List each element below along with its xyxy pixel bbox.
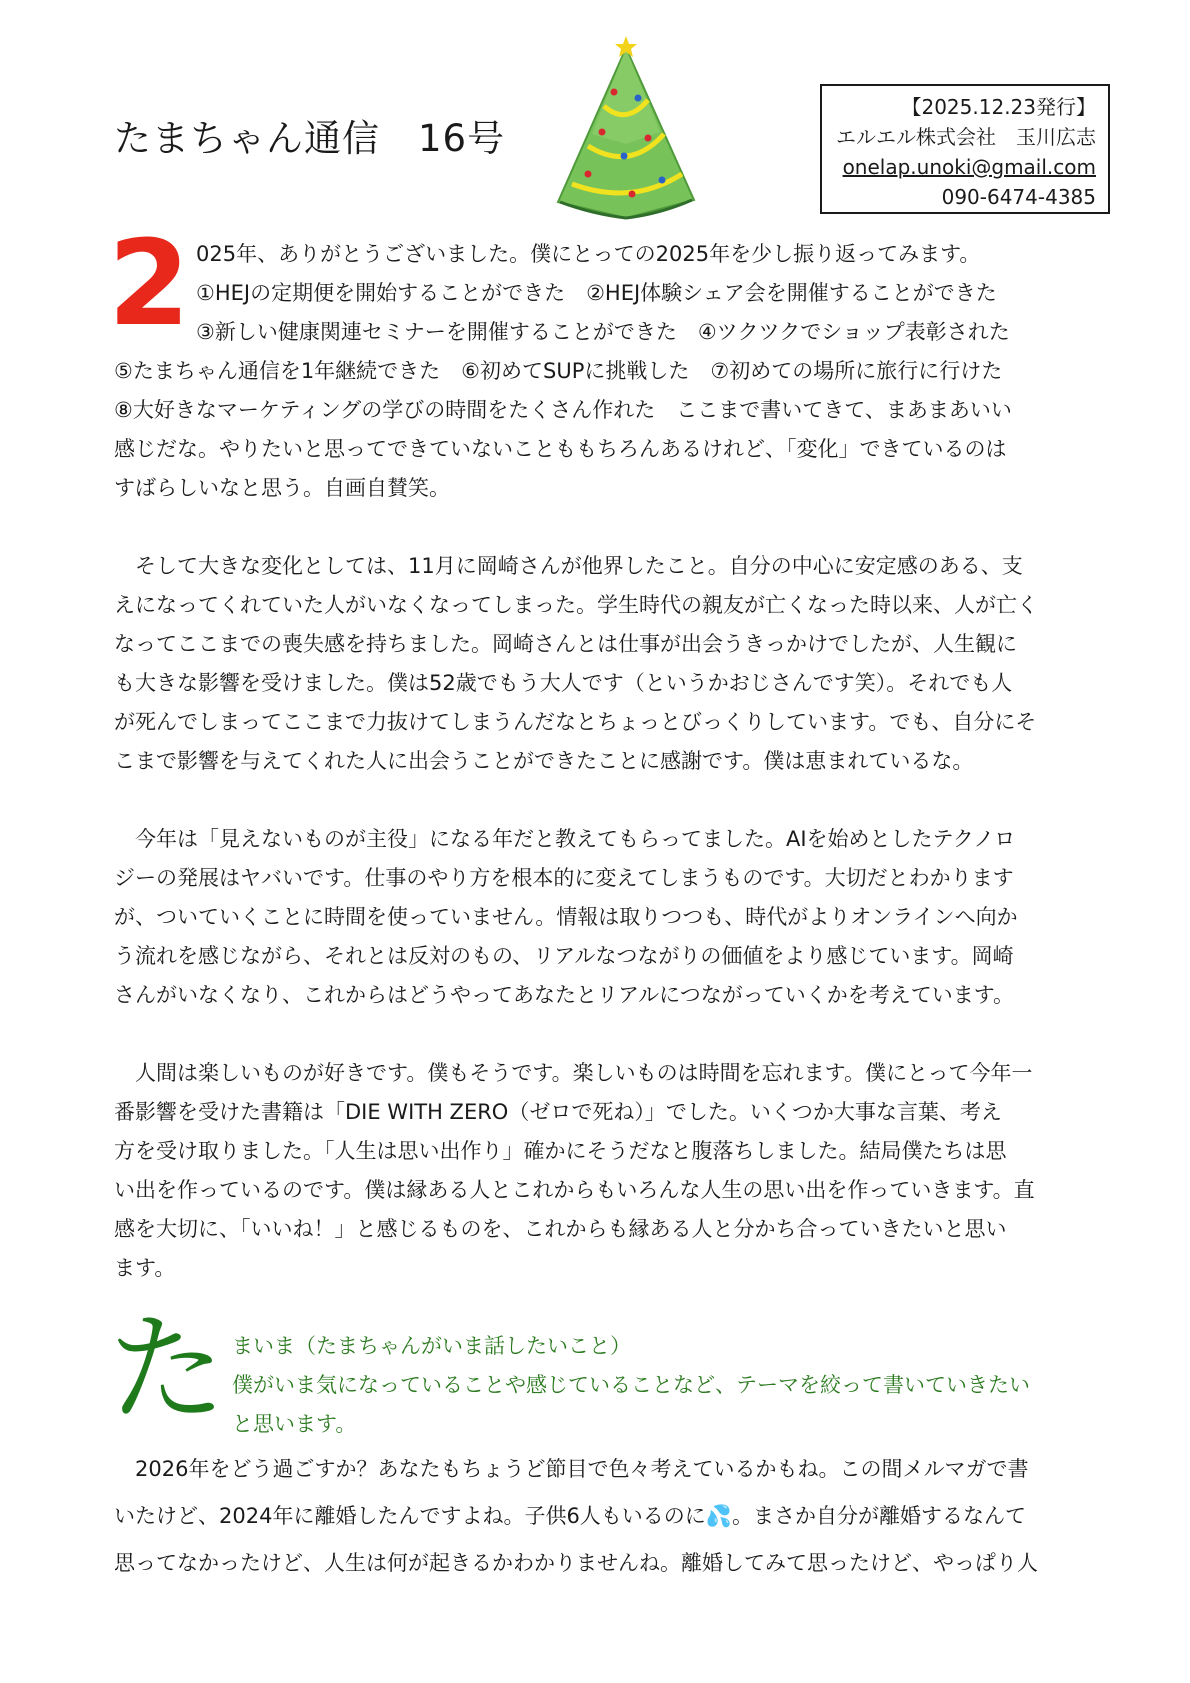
paragraph-line: い出を作っているのです。僕は縁ある人とこれからもいろんな人生の思い出を作っていきます。直 (114, 1178, 1035, 1202)
section-intro-line: 僕がいま気になっていることや感じていることなど、テーマを絞って書いていきたい (232, 1373, 1030, 1397)
issuer-info-box (820, 84, 1110, 214)
paragraph-line: ③新しい健康関連セミナーを開催することができた ④ツクツクでショップ表彰された (196, 320, 1010, 344)
paragraph-line: ⑧大好きなマーケティングの学びの時間をたくさん作れた ここまで書いてきて、まあまあいい (114, 398, 1012, 422)
dropcap-ta: た (108, 1300, 227, 1438)
paragraph-line: 方を受け取りました。「人生は思い出作り」確かにそうだなと腹落ちしました。結局僕たちは思 (114, 1139, 1007, 1163)
dropcap-2: 2 (108, 214, 191, 352)
page-title: たまちゃん通信 16号 (114, 117, 506, 160)
paragraph-line: なってここまでの喪失感を持ちました。岡崎さんとは仕事が出会うきっかけでしたが、人生観に (114, 632, 1017, 656)
paragraph-line: も大きな影響を受けました。僕は52歳でもう大人です（というかおじさんです笑）。それでも人 (114, 671, 1013, 695)
christmas-tree-icon (552, 34, 700, 222)
paragraph-line: ジーの発展はヤバいです。仕事のやり方を根本的に変えてしまうものです。大切だとわかります (114, 866, 1014, 890)
paragraph-line: 感じだな。やりたいと思ってできていないことももちろんあるけれど、「変化」できているのは (114, 437, 1007, 461)
paragraph-line: さんがいなくなり、これからはどうやってあなたとリアルにつながっていくかを考えています。 (114, 983, 1015, 1007)
paragraph-line: ⑤たまちゃん通信を1年継続できた ⑥初めてSUPに挑戦した ⑦初めての場所に旅行に行けた (114, 359, 1003, 383)
paragraph-line: すばらしいなと思う。自画自賛笑。 (114, 476, 450, 500)
paragraph-line: そして大きな変化としては、11月に岡崎さんが他界したこと。自分の中心に安定感のある、支 (114, 554, 1023, 578)
paragraph-line: こまで影響を与えてくれた人に出会うことができたことに感謝です。僕は恵まれているな。 (114, 749, 974, 773)
paragraph-line: う流れを感じながら、それとは反対のもの、リアルなつながりの価値をより感じています。岡崎 (114, 944, 1014, 968)
section-intro-line: と思います。 (232, 1412, 357, 1436)
section-heading: まいま（たまちゃんがいま話したいこと） (232, 1334, 631, 1358)
paragraph-line: 感を大切に、「いいね！」と感じるものを、これからも縁ある人と分かち合っていきたいと思い (114, 1217, 1007, 1241)
paragraph-line: えになってくれていた人がいなくなってしまった。学生時代の親友が亡くなった時以来、人が亡く (114, 593, 1038, 617)
paragraph-line: が死んでしまってここまで力抜けてしまうんだなとちょっとびっくりしています。でも、自分にそ (114, 710, 1037, 734)
paragraph-line: 025年、ありがとうございました。僕にとっての2025年を少し振り返ってみます。 (196, 242, 981, 266)
paragraph-line: 番影響を受けた書籍は「DIE WITH ZERO（ゼロで死ね）」でした。いくつか大事な言葉、考え (114, 1100, 1002, 1124)
paragraph-line: いたけど、2024年に離婚したんですよね。子供6人もいるのに💦。まさか自分が離婚するなんて (114, 1504, 1026, 1528)
paragraph-line: 思ってなかったけど、人生は何が起きるかわかりませんね。離婚してみて思ったけど、やっぱり人 (114, 1551, 1038, 1575)
company-name: エルエル株式会社 玉川広志 (836, 125, 1096, 149)
email-link[interactable]: onelap.unoki@gmail.com (842, 155, 1096, 179)
paragraph-line: が、ついていくことに時間を使っていません。情報は取りつつも、時代がよりオンラインへ向か (114, 905, 1018, 929)
paragraph-line: 人間は楽しいものが好きです。僕もそうです。楽しいものは時間を忘れます。僕にとって今年一 (114, 1061, 1033, 1085)
phone-number: 090-6474-4385 (941, 185, 1096, 209)
issue-date: 【2025.12.23発行】 (901, 95, 1096, 119)
paragraph-line: 2026年をどう過ごすか？あなたもちょうど節目で色々考えているかもね。この間メルマガで書 (114, 1457, 1029, 1481)
paragraph-line: ます。 (114, 1256, 176, 1280)
paragraph-line: ①HEJの定期便を開始することができた ②HEJ体験シェア会を開催することができた (196, 281, 997, 305)
paragraph-line: 今年は「見えないものが主役」になる年だと教えてもらってました。AIを始めとしたテクノロ (114, 827, 1016, 851)
